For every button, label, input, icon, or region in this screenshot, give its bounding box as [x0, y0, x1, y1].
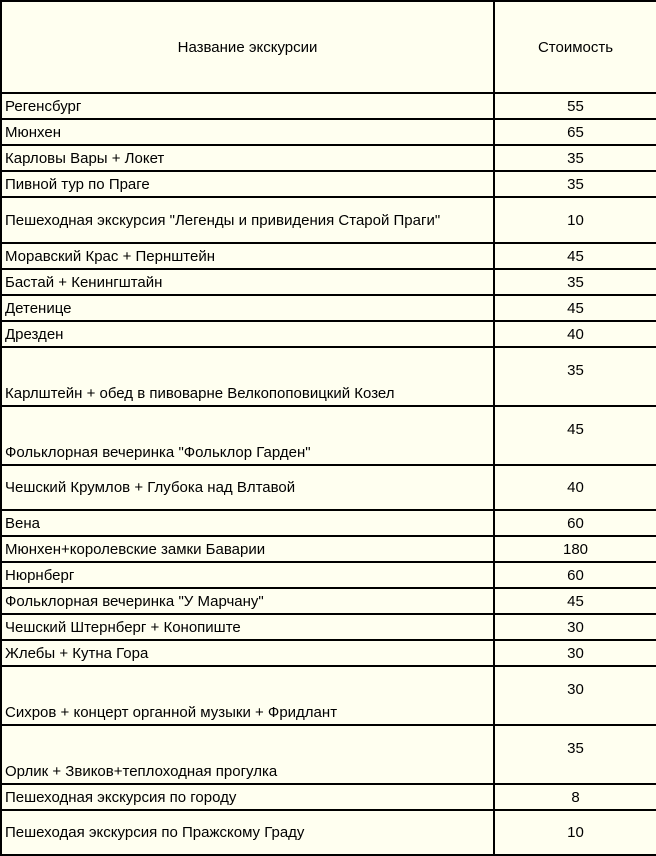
excursion-name: Бастай + Кенингштайн [1, 269, 494, 295]
excursion-name: Моравский Крас + Пернштейн [1, 243, 494, 269]
excursion-price: 45 [494, 295, 656, 321]
excursion-name: Мюнхен [1, 119, 494, 145]
excursion-name: Пешеходая экскурсия по Пражскому Граду [1, 810, 494, 855]
excursion-price: 30 [494, 666, 656, 725]
excursion-price: 45 [494, 243, 656, 269]
excursion-name: Регенсбург [1, 93, 494, 119]
table-row [1, 295, 656, 321]
table-row [1, 406, 656, 465]
excursion-name: Карлштейн + обед в пивоварне Велкопоповицкий Козел [1, 347, 494, 406]
table-row [1, 119, 656, 145]
excursion-price: 10 [494, 810, 656, 855]
table-row [1, 171, 656, 197]
excursion-name: Сихров + концерт органной музыки + Фридлант [1, 666, 494, 725]
excursion-name: Пешеходная экскурсия "Легенды и привидения Старой Праги" [1, 197, 494, 243]
excursion-price: 55 [494, 93, 656, 119]
excursion-price: 8 [494, 784, 656, 810]
table-row [1, 510, 656, 536]
excursion-price: 60 [494, 562, 656, 588]
excursion-name: Фольклорная вечеринка "Фольклор Гарден" [1, 406, 494, 465]
table-row [1, 725, 656, 784]
excursion-price: 10 [494, 197, 656, 243]
excursion-name: Фольклорная вечеринка "У Марчану" [1, 588, 494, 614]
header-row [1, 1, 656, 93]
table-row [1, 145, 656, 171]
table-row [1, 197, 656, 243]
table-row [1, 784, 656, 810]
excursion-name: Пивной тур по Праге [1, 171, 494, 197]
table-row [1, 347, 656, 406]
table-row [1, 93, 656, 119]
excursion-price: 30 [494, 640, 656, 666]
excursion-name: Чешский Штернберг + Конопиште [1, 614, 494, 640]
column-header-price: Стоимость [494, 1, 656, 93]
excursion-name: Орлик + Звиков+теплоходная прогулка [1, 725, 494, 784]
table-row [1, 588, 656, 614]
excursion-price: 65 [494, 119, 656, 145]
column-header-name: Название экскурсии [1, 1, 494, 93]
excursion-name: Вена [1, 510, 494, 536]
table-row [1, 243, 656, 269]
excursion-name: Детенице [1, 295, 494, 321]
table-row [1, 536, 656, 562]
excursion-name: Мюнхен+королевские замки Баварии [1, 536, 494, 562]
excursion-name: Карловы Вары + Локет [1, 145, 494, 171]
table-row [1, 269, 656, 295]
excursion-price: 30 [494, 614, 656, 640]
excursion-name: Жлебы + Кутна Гора [1, 640, 494, 666]
excursion-price: 40 [494, 321, 656, 347]
table-row [1, 321, 656, 347]
excursion-price: 45 [494, 588, 656, 614]
table-row [1, 465, 656, 510]
table-row [1, 666, 656, 725]
excursion-price: 35 [494, 725, 656, 784]
excursion-name: Чешский Крумлов + Глубока над Влтавой [1, 465, 494, 510]
table-row [1, 640, 656, 666]
table-row [1, 810, 656, 855]
excursion-price: 40 [494, 465, 656, 510]
excursion-price: 35 [494, 171, 656, 197]
table-row [1, 562, 656, 588]
excursion-name: Дрезден [1, 321, 494, 347]
excursion-price: 60 [494, 510, 656, 536]
excursion-price: 35 [494, 347, 656, 406]
table-row [1, 614, 656, 640]
excursion-price: 35 [494, 269, 656, 295]
excursion-price: 180 [494, 536, 656, 562]
excursion-price: 35 [494, 145, 656, 171]
excursion-name: Пешеходная экскурсия по городу [1, 784, 494, 810]
excursion-price: 45 [494, 406, 656, 465]
excursion-name: Нюрнберг [1, 562, 494, 588]
